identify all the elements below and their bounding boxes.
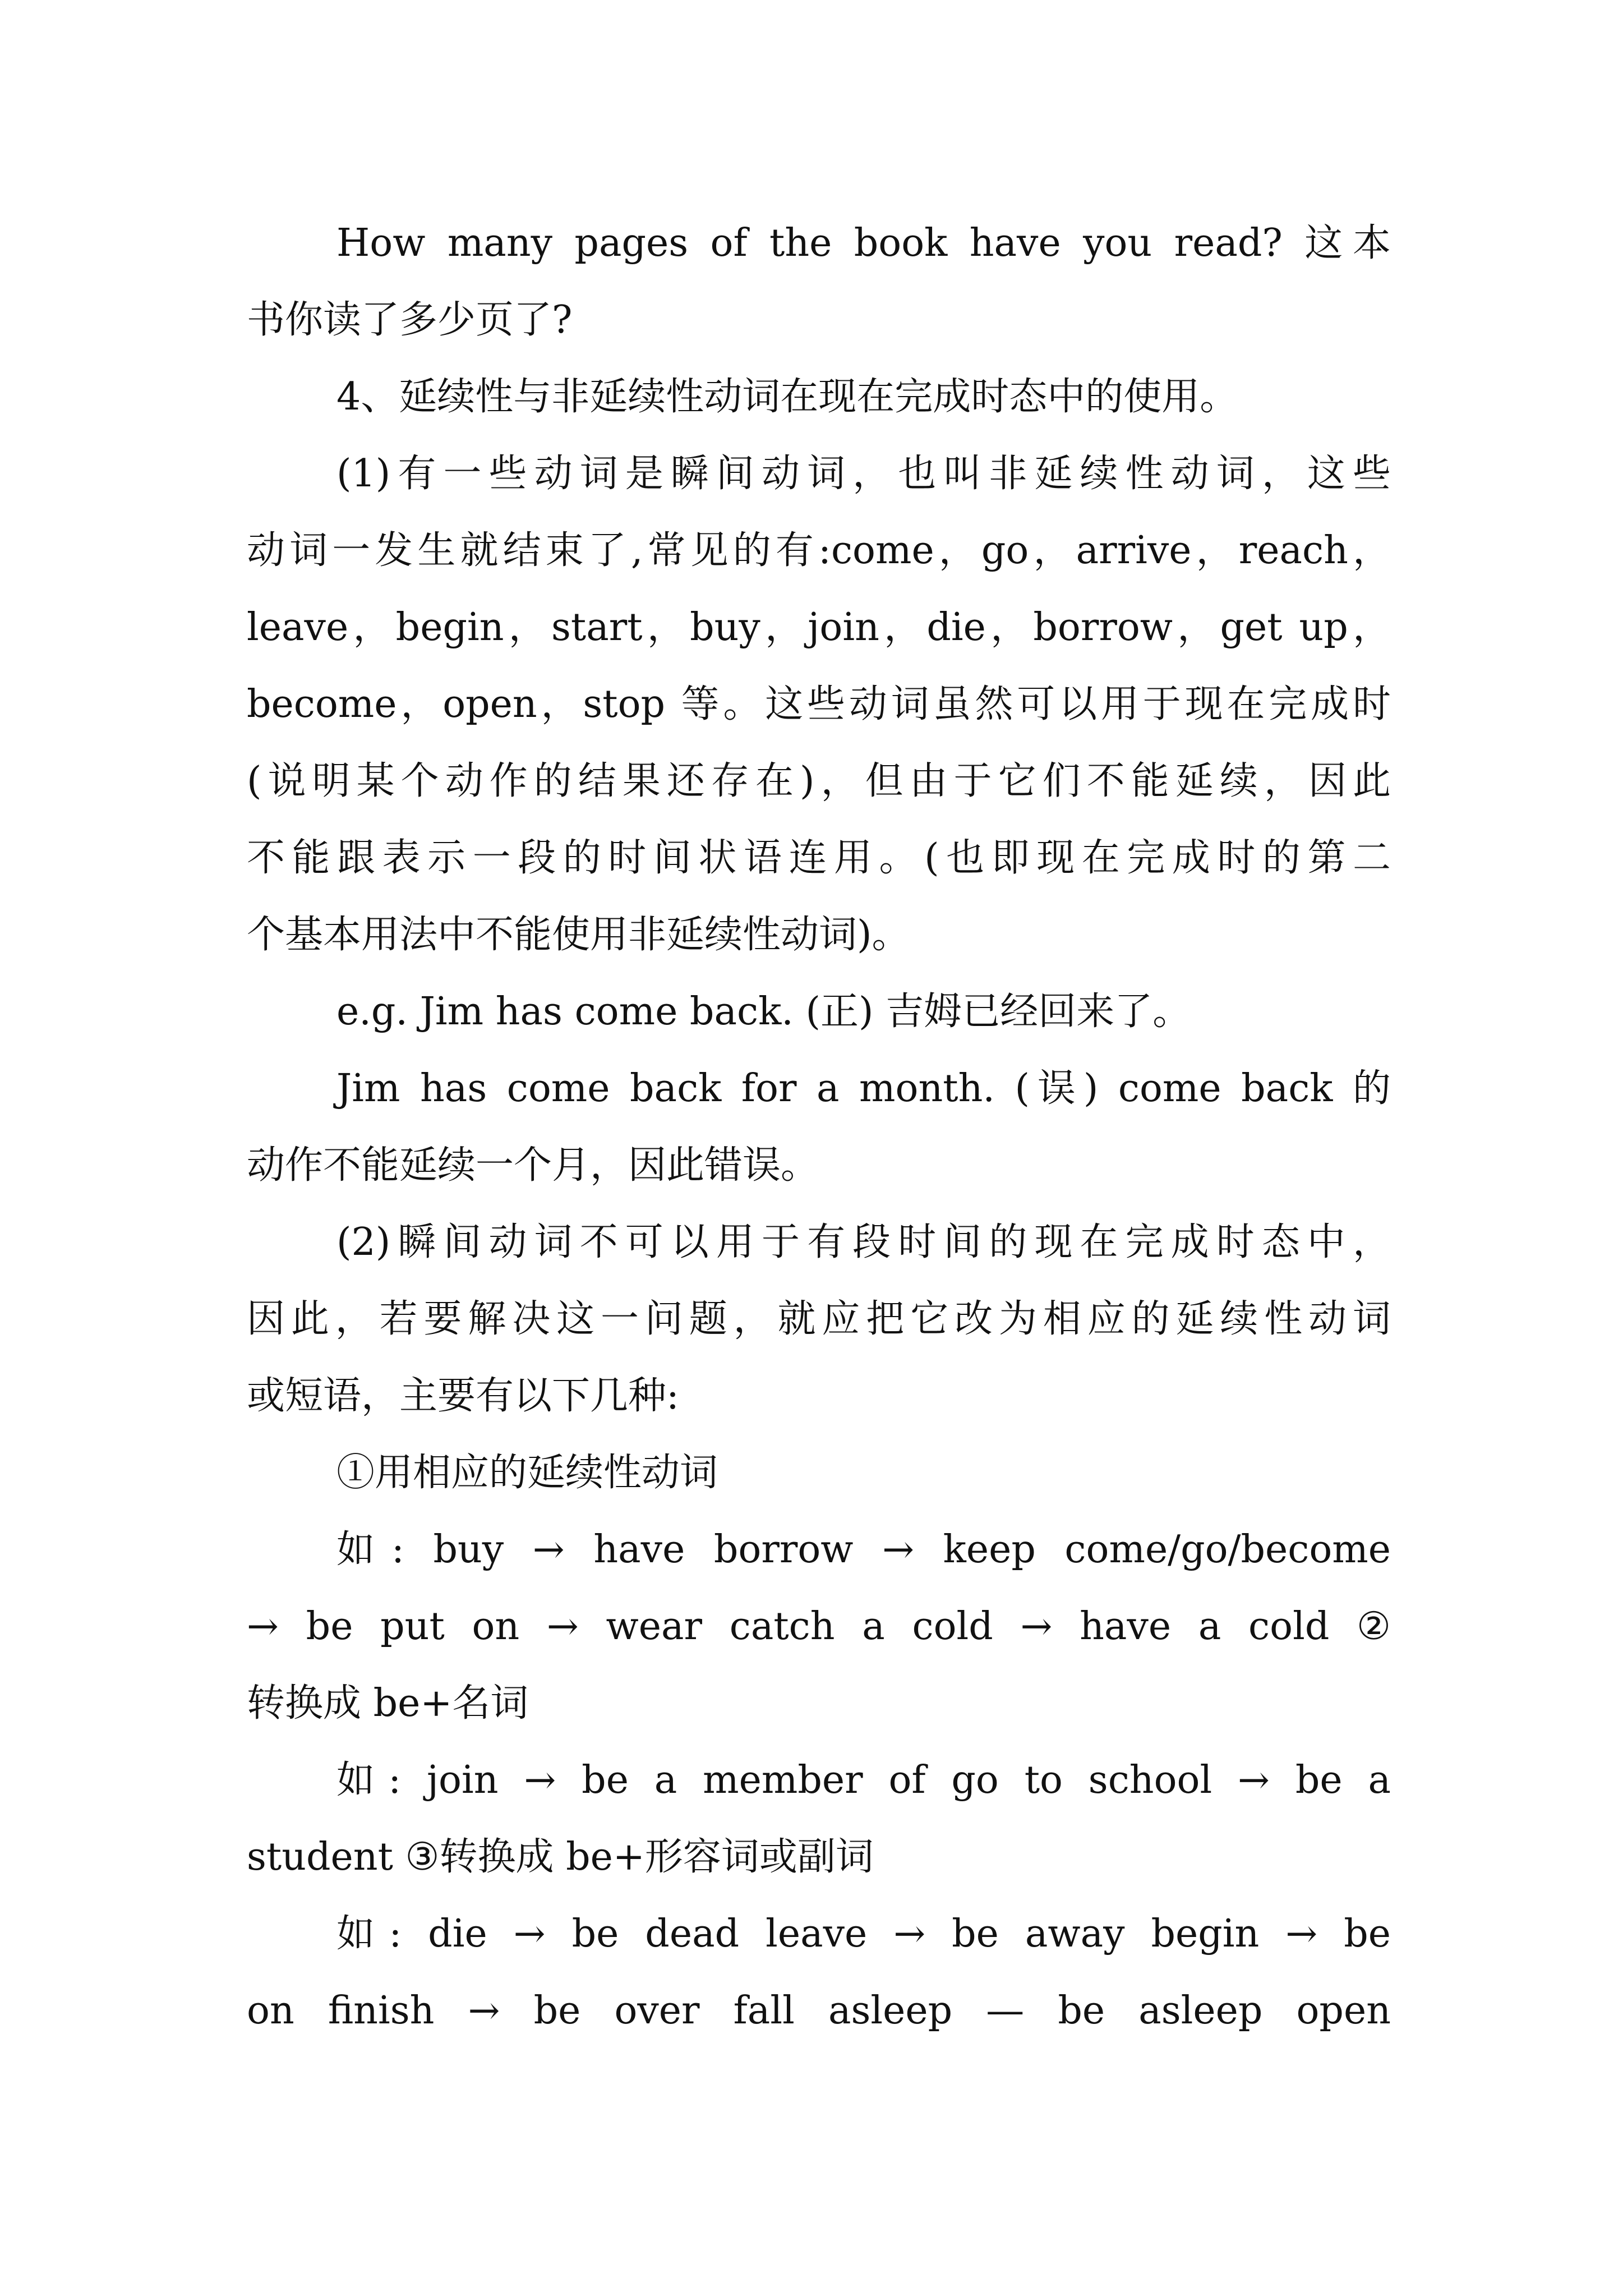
text-line: e.g. Jim has come back. (正) 吉姆已经回来了。: [336, 990, 1191, 1034]
text-line: 不能跟表示一段的时间状语连用。(也即现在完成时的第二: [247, 836, 1391, 880]
text-line: 如: join → be a member of go to school → be a: [336, 1758, 1391, 1802]
text-line: (2)瞬间动词不可以用于有段时间的现在完成时态中，: [336, 1220, 1391, 1264]
text-line: on finish → be over fall asleep — be asleep open: [247, 1989, 1391, 2033]
text-line: → be put on → wear catch a cold → have a cold ②: [247, 1604, 1391, 1649]
text-line: 如: die → be dead leave → be away begin → be: [336, 1912, 1391, 1956]
text-line: become，open，stop 等。这些动词虽然可以用于现在完成时: [247, 682, 1391, 726]
text-line: 动词一发生就结束了,常见的有:come，go，arrive，reach，: [247, 528, 1391, 573]
text-line: (1)有一些动词是瞬间动词，也叫非延续性动词，这些: [336, 452, 1391, 496]
body-text: [247, 205, 1391, 2049]
text-line: ①用相应的延续性动词: [336, 1451, 718, 1495]
text-line: 书你读了多少页了?: [247, 298, 573, 342]
text-line: 如: buy → have borrow → keep come/go/become: [336, 1527, 1391, 1572]
text-line: (说明某个动作的结果还存在)，但由于它们不能延续，因此: [247, 759, 1391, 803]
text-line: student ③转换成 be+形容词或副词: [247, 1835, 874, 1879]
text-line: 4、延续性与非延续性动词在现在完成时态中的使用。: [336, 375, 1238, 419]
text-line: 动作不能延续一个月，因此错误。: [247, 1143, 819, 1188]
text-line: 转换成 be+名词: [247, 1681, 529, 1726]
text-line: 因此，若要解决这一问题，就应把它改为相应的延续性动词: [247, 1297, 1391, 1341]
text-line: leave，begin，start，buy，join，die，borrow，get up，: [247, 605, 1391, 650]
text-line: 个基本用法中不能使用非延续性动词)。: [247, 913, 910, 957]
text-line: Jim has come back for a month. (误) come back 的: [336, 1066, 1391, 1111]
text-line: 或短语，主要有以下几种:: [247, 1374, 679, 1418]
text-line: How many pages of the book have you read? 这本: [336, 221, 1391, 265]
